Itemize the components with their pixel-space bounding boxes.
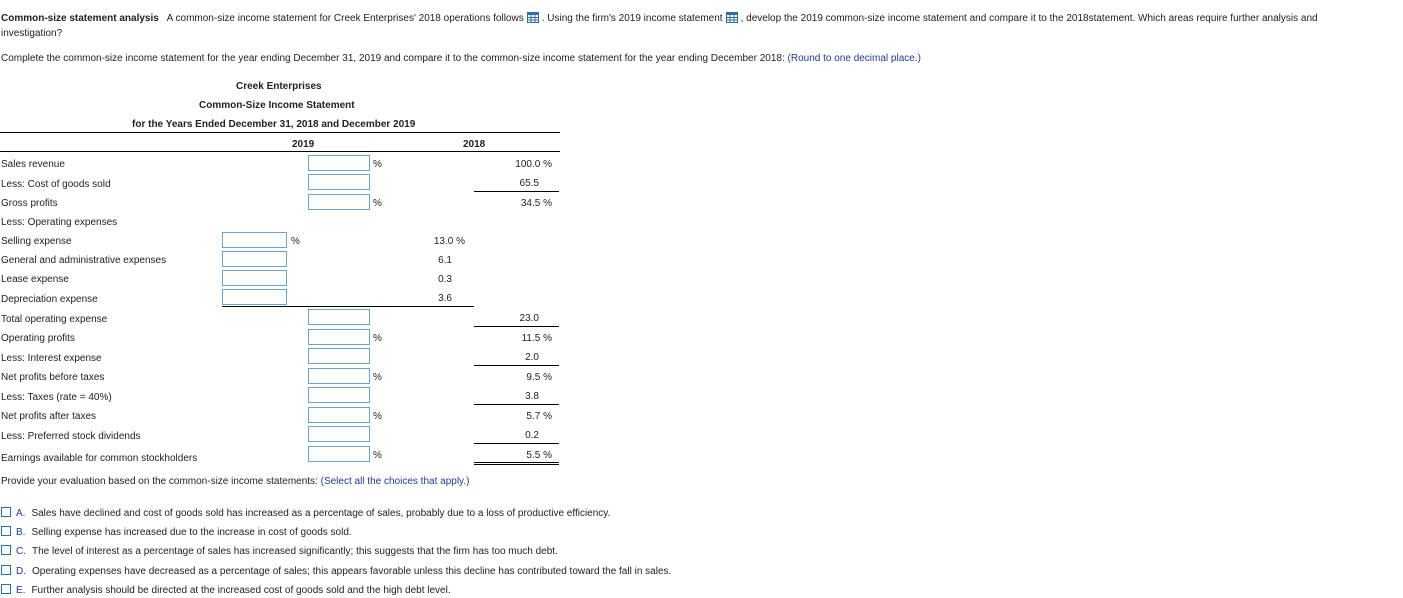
pct-sign: % xyxy=(373,159,382,170)
underline-opex xyxy=(222,306,474,307)
underline-2018-totop xyxy=(474,326,559,327)
row-label-sales: Sales revenue xyxy=(1,159,65,170)
input-2019-lease[interactable] xyxy=(222,270,287,286)
choice-letter: C. xyxy=(16,546,26,557)
choice-text: Further analysis should be directed at the increased cost of goods sold and the high debt level. xyxy=(31,585,451,596)
row-label-lease: Lease expense xyxy=(1,274,69,285)
input-2019-pref[interactable] xyxy=(308,426,370,442)
instruction xyxy=(1,53,921,64)
underline-2018-eac xyxy=(474,462,559,463)
input-2019-selling[interactable] xyxy=(222,232,287,248)
input-2019-npbt[interactable] xyxy=(308,368,370,384)
input-2019-dep[interactable] xyxy=(222,289,287,305)
underline-2018-interest xyxy=(474,365,559,366)
input-2019-sales[interactable] xyxy=(308,155,370,171)
instruction-hint: (Round to one decimal place.) xyxy=(787,53,921,64)
value-2018-lease: 0.3 xyxy=(438,274,452,285)
underline-2018-taxes xyxy=(474,404,559,405)
choice-a[interactable] xyxy=(1,507,610,519)
choice-d[interactable] xyxy=(1,565,671,577)
evaluation-prompt-text: Provide your evaluation based on the common-size income statements: xyxy=(1,476,318,487)
input-2019-interest[interactable] xyxy=(308,348,370,364)
input-2019-eac[interactable] xyxy=(308,446,370,462)
input-2019-npat[interactable] xyxy=(308,407,370,423)
pct-sign: % xyxy=(373,372,382,383)
question-text-4: investigation? xyxy=(1,28,63,39)
question-line-1 xyxy=(1,12,1318,25)
value-2018-opprof: 11.5 % xyxy=(521,333,552,344)
pct-sign: % xyxy=(291,236,300,247)
checkbox-c[interactable] xyxy=(1,545,11,555)
row-label-npat: Net profits after taxes xyxy=(1,411,97,422)
input-2019-cogs[interactable] xyxy=(308,174,370,190)
checkbox-b[interactable] xyxy=(1,526,11,536)
underline-2018-pref xyxy=(474,443,559,444)
value-2018-pref: 0.2 xyxy=(525,430,539,441)
statement-period: for the Years Ended December 31, 2018 and December 2019 xyxy=(132,119,416,130)
input-2019-ga[interactable] xyxy=(222,251,287,267)
choice-b[interactable] xyxy=(1,526,352,538)
evaluation-prompt xyxy=(1,476,469,487)
evaluation-hint: (Select all the choices that apply.) xyxy=(320,476,470,487)
choice-c[interactable] xyxy=(1,545,558,557)
value-2018-taxes: 3.8 xyxy=(525,391,539,402)
row-label-taxes: Less: Taxes (rate = 40%) xyxy=(1,392,112,403)
choice-letter: B. xyxy=(16,527,26,538)
value-2018-gross: 34.5 % xyxy=(520,198,552,209)
choice-text: Operating expenses have decreased as a percentage of sales; this appears favorable unless this decline has contributed toward the fall in sales. xyxy=(32,566,672,577)
choice-text: The level of interest as a percentage of sales has increased significantly; this suggests that the firm has too much debt. xyxy=(32,546,558,557)
column-header-2019: 2019 xyxy=(292,139,315,150)
input-2019-gross[interactable] xyxy=(308,194,370,210)
row-label-dep: Depreciation expense xyxy=(1,294,98,305)
statement-title: Common-Size Income Statement xyxy=(199,100,355,111)
question-text-1: A common-size income statement for Creek Enterprises' 2018 operations follows xyxy=(166,13,524,24)
row-label-gross: Gross profits xyxy=(1,198,58,209)
table-2018-icon[interactable] xyxy=(527,12,539,23)
underline-2018-cogs xyxy=(474,191,559,192)
value-2018-eac: 5.5 % xyxy=(526,450,552,461)
value-2018-npat: 5.7 % xyxy=(526,411,552,422)
row-label-pref: Less: Preferred stock dividends xyxy=(1,431,141,442)
row-label-selling: Selling expense xyxy=(1,236,72,247)
column-header-2018: 2018 xyxy=(463,139,486,150)
row-label-opex: Less: Operating expenses xyxy=(1,217,118,228)
table-2019-icon[interactable] xyxy=(726,12,738,23)
value-2018-npbt: 9.5 % xyxy=(526,372,552,383)
value-2018-ga: 6.1 xyxy=(438,255,452,266)
choice-e[interactable] xyxy=(1,584,451,596)
value-2018-interest: 2.0 xyxy=(525,352,539,363)
choice-letter: E. xyxy=(16,585,26,596)
question-text-3: , develop the 2019 common-size income statement and compare it to the 2018statement. Which areas require further analysis and xyxy=(740,13,1318,24)
double-underline-2018-eac xyxy=(474,464,559,465)
value-2018-cogs: 65.5 xyxy=(519,178,539,189)
column-header-rule xyxy=(0,151,560,152)
row-label-cogs: Less: Cost of goods sold xyxy=(1,179,111,190)
checkbox-d[interactable] xyxy=(1,565,11,575)
row-label-opprof: Operating profits xyxy=(1,333,75,344)
choice-letter: A. xyxy=(16,508,26,519)
question-heading: Common-size statement analysis xyxy=(1,13,159,24)
input-2019-taxes[interactable] xyxy=(308,387,370,403)
row-label-ga: General and administrative expenses xyxy=(1,255,167,266)
value-2018-totop: 23.0 xyxy=(519,313,539,324)
pct-sign: % xyxy=(373,411,382,422)
company-name: Creek Enterprises xyxy=(236,81,322,92)
row-label-eac: Earnings available for common stockholders xyxy=(1,453,198,464)
header-rule xyxy=(0,132,560,133)
value-2018-selling: 13.0 % xyxy=(433,236,465,247)
input-2019-opprof[interactable] xyxy=(308,329,370,345)
row-label-npbt: Net profits before taxes xyxy=(1,372,105,383)
question-text-2: . Using the firm's 2019 income statement xyxy=(541,13,723,24)
pct-sign: % xyxy=(373,333,382,344)
instruction-text: Complete the common-size income statement for the year ending December 31, 2019 and compare it to the common-size income statement for the year ending December 2018: xyxy=(1,53,785,64)
row-label-totop: Total operating expense xyxy=(1,314,108,325)
row-label-interest: Less: Interest expense xyxy=(1,353,102,364)
pct-sign: % xyxy=(373,450,382,461)
value-2018-dep: 3.6 xyxy=(438,293,452,304)
choice-text: Selling expense has increased due to the increase in cost of goods sold. xyxy=(31,527,352,538)
input-2019-totop[interactable] xyxy=(308,309,370,325)
pct-sign: % xyxy=(373,198,382,209)
checkbox-a[interactable] xyxy=(1,507,11,517)
choice-letter: D. xyxy=(16,566,26,577)
choice-text: Sales have declined and cost of goods sold has increased as a percentage of sales, probably due to a loss of productive efficiency. xyxy=(31,508,611,519)
value-2018-sales: 100.0 % xyxy=(515,159,552,170)
checkbox-e[interactable] xyxy=(1,584,11,594)
